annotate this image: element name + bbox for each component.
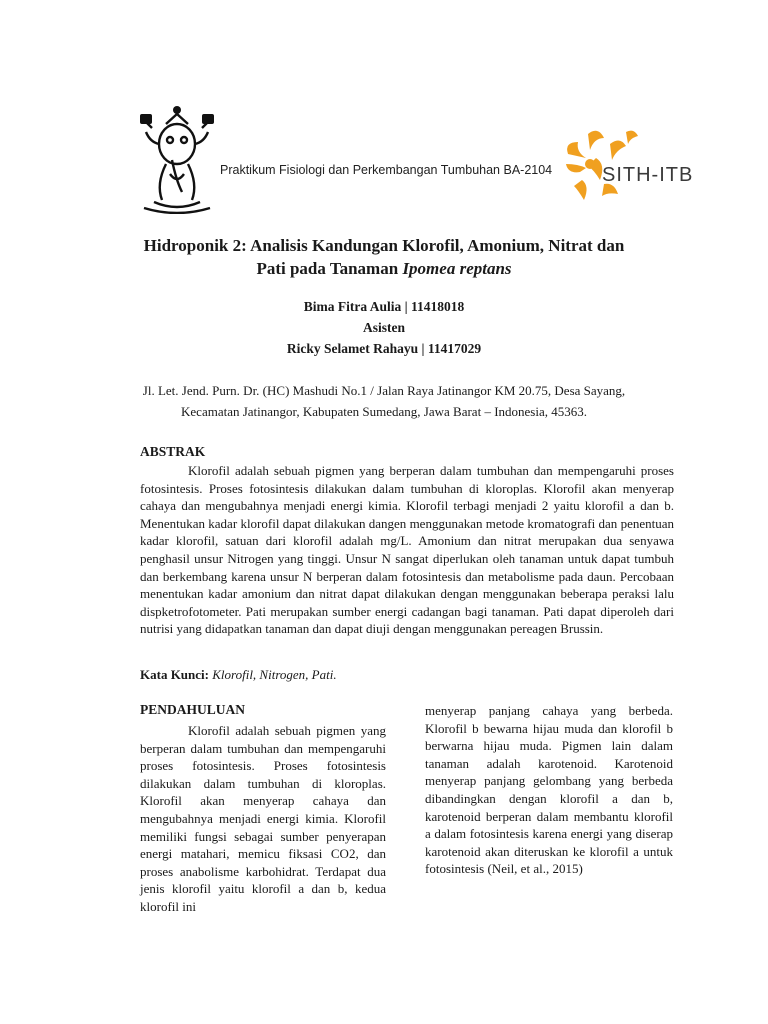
itb-ganesha-logo [136, 104, 218, 214]
address-line-1: Jl. Let. Jend. Purn. Dr. (HC) Mashudi No.1 / Jalan Raya Jatinangor KM 20.75, Desa Sayang, [142, 383, 626, 398]
title-species-name: Ipomea reptans [402, 259, 512, 278]
author-assistant: Ricky Selamet Rahayu | 11417029 [286, 341, 482, 356]
keywords-line [140, 667, 337, 683]
intro-heading: PENDAHULUAN [140, 702, 246, 717]
author-block [100, 296, 668, 359]
institution-address [100, 380, 668, 422]
author-student: Bima Fitra Aulia | 11418018 [303, 299, 465, 314]
address-line-2: Kecamatan Jatinangor, Kabupaten Sumedang, Jawa Barat – Indonesia, 45363. [181, 404, 587, 419]
sith-itb-logo-text: SITH-ITB [602, 164, 694, 186]
abstract-body: Klorofil adalah sebuah pigmen yang berperan dalam tumbuhan dan mempengaruhi proses fotosintesis. Proses fotosintesis dilakukan dalam tumbuhan di kloroplas. Klorofil akan menyerap cahaya dan mengubahnya menjadi energi kimia. Klorofil terbagi menjadi 2 yaitu klorofil a dan b. Menentukan kadar klorofil dapat dilakukan dangen menggunakan metode kromatografi dan penentuan kadar klorofil, satuan dari klorofil adalah mg/L. Amonium dan nitrat merupakan dua senyawa penghasil unsur Nitrogen yang tinggi. Unsur N sangat diperlukan oleh tanaman untuk dapat tumbuh dan berkembang karena unsur N berperan dalam fotosintesis dan metabolisme pada daun. Percobaan menentukan kadar amonium dan nitrat dapat dilakukan dengan menggunakan beberapa peraksi lalu dispketrofotometer. Pati merupakan sumber energi cadangan bagi tanaman. Pati dapat diperoleh dari nutrisi yang didapatkan tanaman dan dapat diuji dengan menggunakan pereagen Brussin. [140, 463, 674, 637]
sith-itb-logo [560, 124, 706, 206]
intro-right-column: menyerap panjang cahaya yang berbeda. Klorofil b bewarna hijau muda dan klorofil b berwarna hijau muda. Pigmen lain dalam tanaman adalah karotenoid. Karotenoid menyerap panjang gelombang yang berbeda dibandingkan dengan klorofil a dan b, karotenoid berperan dalam membantu klorofil a dalam fotosintesis karena energi yang diserap karotenoid akan diteruskan ke klorofil a untuk fotosintesis (Neil, et al., 2015) [425, 703, 673, 877]
title-line-2-plain: Pati pada Tanaman [256, 259, 403, 278]
paper-title [100, 234, 668, 280]
title-line-1: Hidroponik 2: Analisis Kandungan Klorofil, Amonium, Nitrat dan [143, 236, 625, 255]
keywords-value: Klorofil, Nitrogen, Pati. [212, 667, 337, 682]
author-role-label: Asisten [362, 320, 405, 335]
keywords-label: Kata Kunci: [140, 667, 209, 682]
abstract-heading: ABSTRAK [140, 444, 206, 459]
intro-left-column: Klorofil adalah sebuah pigmen yang berperan dalam tumbuhan dan mempengaruhi proses fotosintesis. Proses fotosintesis dilakukan dalam tumbuhan di kloroplas. Klorofil akan menyerap cahaya dan mengubahnya menjadi energi kimia. Klorofil memiliki fungsi sebagai sumber penyerapan energi matahari, memicu fiksasi CO2, dan proses anabolisme karbohidrat. Terdapat dua jenis klorofil yaitu klorofil a dan b, kedua klorofil ini [140, 723, 386, 914]
title-line-2 [100, 257, 668, 280]
course-header-text: Praktikum Fisiologi dan Perkembangan Tumbuhan BA-2104 [220, 163, 553, 177]
